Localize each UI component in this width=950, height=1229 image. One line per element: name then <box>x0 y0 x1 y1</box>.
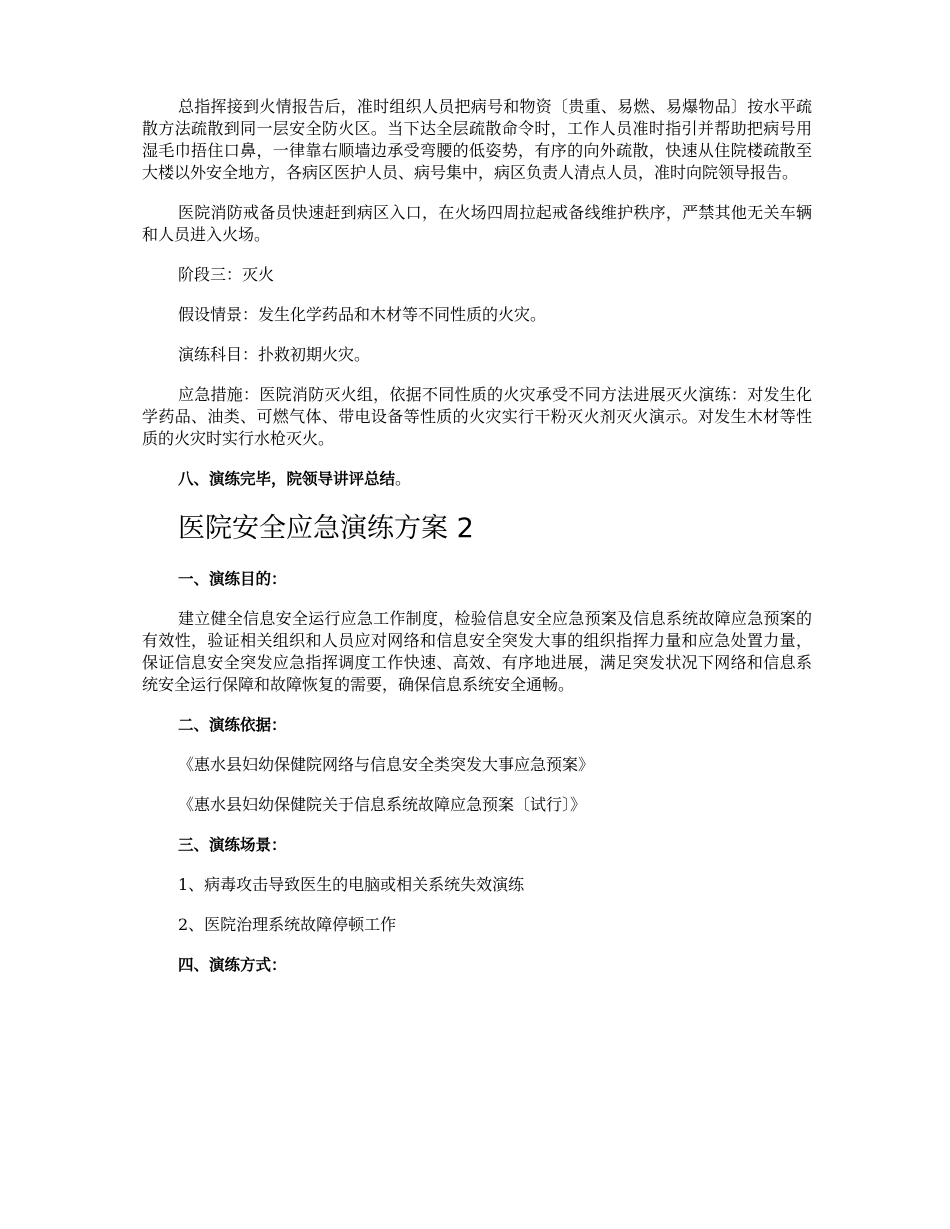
drill-end-heading: 八、演练完毕，院领导讲评总结 <box>178 470 396 488</box>
document-page <box>142 96 812 976</box>
basis-item-1: 《惠水县妇幼保健院网络与信息安全类突发大事应急预案》 <box>178 755 595 774</box>
paragraph-security-guard: 医院消防戒备员快速赶到病区入口，在火场四周拉起戒备线维护秩序，严禁其他无关车辆和人员进入火场。 <box>142 203 812 244</box>
scene-item-1: 1、病毒攻击导致医生的电脑或相关系统失效演练 <box>178 875 525 894</box>
paragraph-stage-three: 阶段三：灭火 <box>178 265 275 284</box>
heading-drill-purpose: 一、演练目的： <box>178 570 287 588</box>
paragraph-drill-subject: 演练科目：扑救初期火灾。 <box>178 345 371 364</box>
paragraph-drill-end <box>142 468 812 490</box>
heading-drill-method: 四、演练方式： <box>178 956 287 974</box>
section-title-plan-2: 医院安全应急演练方案 2 <box>178 513 474 544</box>
heading-drill-scene: 三、演练场景： <box>178 836 287 854</box>
basis-item-2: 《惠水县妇幼保健院关于信息系统故障应急预案〔试行〕》 <box>178 795 587 814</box>
heading-drill-basis: 二、演练依据： <box>178 716 287 734</box>
paragraph-evacuation: 总指挥接到火情报告后，准时组织人员把病号和物资〔贵重、易燃、易爆物品〕按水平疏散方法疏散到同一层安全防火区。当下达全层疏散命令时，工作人员准时指引并帮助把病号用湿毛巾捂住口鼻，一律靠右顺墙边承受弯腰的低姿势，有序的向外疏散，快速从住院楼疏散至大楼以外安全地方，各病区医护人员、病号集中，病区负责人清点人员，准时向院领导报告。 <box>142 97 812 182</box>
drill-end-tail: 。 <box>395 469 412 488</box>
paragraph-emergency-measures: 应急措施：医院消防灭火组，依据不同性质的火灾承受不同方法进展灭火演练：对发生化学药品、油类、可燃气体、带电设备等性质的火灾实行干粉灭火剂灭火演示。对发生木材等性质的火灾时实行水枪灭火。 <box>142 385 812 448</box>
paragraph-drill-purpose: 建立健全信息安全运行应急工作制度，检验信息安全应急预案及信息系统故障应急预案的有效性，验证相关组织和人员应对网络和信息安全突发大事的组织指挥力量和应急处置力量，保证信息安全突发应急指挥调度工作快速、高效、有序地进展，满足突发状况下网络和信息系统安全运行保障和故障恢复的需要，确保信息系统安全通畅。 <box>142 609 812 694</box>
scene-item-2: 2、医院治理系统故障停顿工作 <box>178 915 397 934</box>
paragraph-scenario: 假设情景：发生化学药品和木材等不同性质的火灾。 <box>178 305 547 324</box>
